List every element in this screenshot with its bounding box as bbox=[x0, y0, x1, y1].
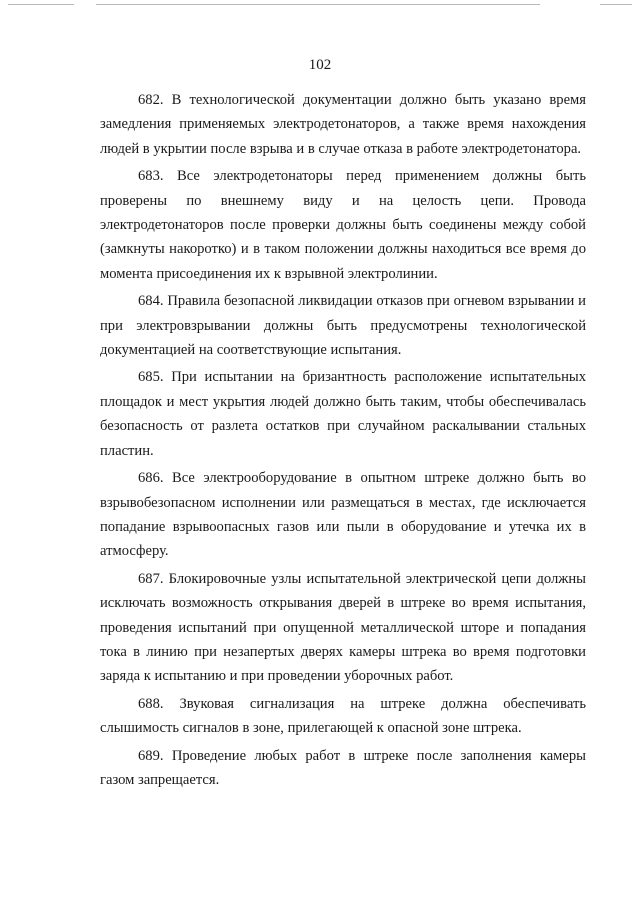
paragraph-682: 682. В технологической документации должно быть указано время замедления применяемых электродетонаторов, а также время нахождения людей в укрытии после взрыва и в случае отказа в работе электродетонатора. bbox=[100, 92, 586, 157]
paragraph-683: 683. Все электродетонаторы перед применением должны быть проверены по внешнему виду и на целость цепи. Провода электродетонаторов после проверки должны быть соединены между собой (замкнуты накоротко) и в таком положении должны находиться все время до момента присоединения их к взрывной электролинии. bbox=[100, 168, 586, 282]
paragraph-687: 687. Блокировочные узлы испытательной электрической цепи должны исключать возможность открывания дверей в штреке во время испытания, проведения испытаний при опущенной металлической шторе и попадания тока в линию при незапертых дверях камеры штрека во время подготовки заряда к испытанию и при проведении уборочных работ. bbox=[100, 570, 586, 685]
page-number: 102 bbox=[308, 57, 332, 73]
paragraph-684: 684. Правила безопасной ликвидации отказов при огневом взрывании и при электровзрывании должны быть предусмотрены технологической документацией на соответствующие испытания. bbox=[100, 293, 586, 359]
scan-edge-line bbox=[600, 4, 632, 5]
document-body bbox=[100, 88, 586, 795]
scan-edge-line bbox=[96, 4, 540, 5]
paragraph-688: 688. Звуковая сигнализация на штреке должна обеспечивать слышимость сигналов в зоне, прилегающей к опасной зоне штрека. bbox=[100, 695, 586, 737]
paragraph-686: 686. Все электрооборудование в опытном штреке должно быть во взрывобезопасном исполнении или размещаться в местах, где исключается попадание взрывоопасных газов или пыли в оборудование и утечка их в атмосферу. bbox=[100, 470, 586, 560]
paragraph-685: 685. При испытании на бризантность расположение испытательных площадок и мест укрытия людей должно быть таким, чтобы обеспечивалась безопасность от разлета остатков при случайном раскалывании стальных пластин. bbox=[100, 369, 586, 459]
scan-edge-line bbox=[8, 4, 74, 5]
paragraph-689: 689. Проведение любых работ в штреке после заполнения камеры газом запрещается. bbox=[100, 747, 586, 788]
